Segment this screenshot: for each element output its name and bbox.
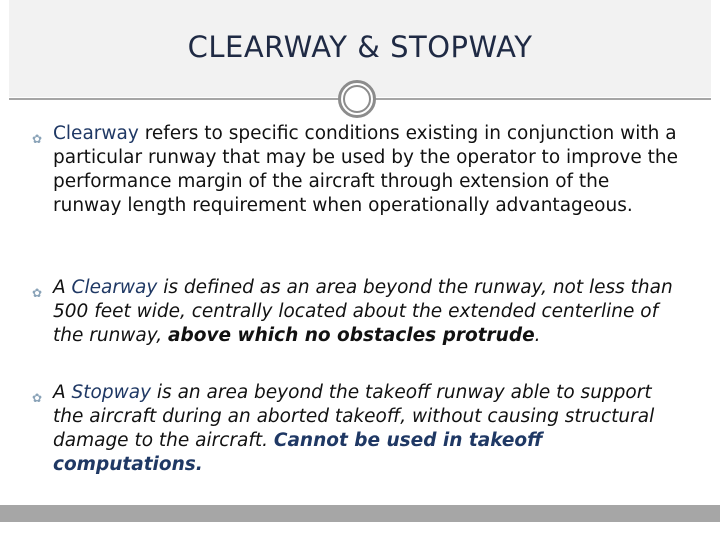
keyword-clearway: Clearway bbox=[71, 277, 158, 298]
bullet-text bbox=[32, 276, 682, 348]
bullet-body: is defined as an area beyond the runway, not less than 500 feet wide, centrally located about the extended centerline of the runway, bbox=[53, 277, 673, 346]
bullet-stopway-definition bbox=[32, 381, 682, 477]
footer-bar bbox=[0, 505, 720, 522]
keyword-clearway: Clearway bbox=[53, 123, 139, 144]
bullet-clearway-definition bbox=[32, 122, 682, 218]
slide-title: CLEARWAY & STOPWAY bbox=[187, 30, 533, 64]
bullet-emphasis: Cannot be used in takeoff computations. bbox=[53, 430, 543, 475]
bullet-body: is an area beyond the takeoff runway able to support the aircraft during an aborted takeoff, without causing structural damage to the aircraft. bbox=[53, 382, 655, 451]
keyword-stopway: Stopway bbox=[71, 382, 152, 403]
bullet-arrow-icon: ✿ bbox=[32, 391, 43, 405]
bullet-clearway-area bbox=[32, 276, 682, 348]
bullet-arrow-icon: ✿ bbox=[32, 286, 43, 300]
bullet-prefix: A bbox=[53, 382, 72, 403]
decorative-ring-inner-icon bbox=[343, 85, 371, 113]
bullet-arrow-icon: ✿ bbox=[32, 132, 43, 146]
bullet-emphasis: above which no obstacles protrude bbox=[168, 325, 535, 346]
bullet-prefix: A bbox=[53, 277, 72, 298]
bullet-text bbox=[32, 381, 682, 477]
footer-strip bbox=[0, 522, 720, 540]
bullet-body: refers to specific conditions existing in conjunction with a particular runway that may be used by the operator to improve the performance margin of the aircraft through extension of the runway length requirement when operationally advantageous. bbox=[53, 123, 679, 216]
bullet-text bbox=[32, 122, 682, 218]
bullet-suffix: . bbox=[534, 325, 541, 346]
